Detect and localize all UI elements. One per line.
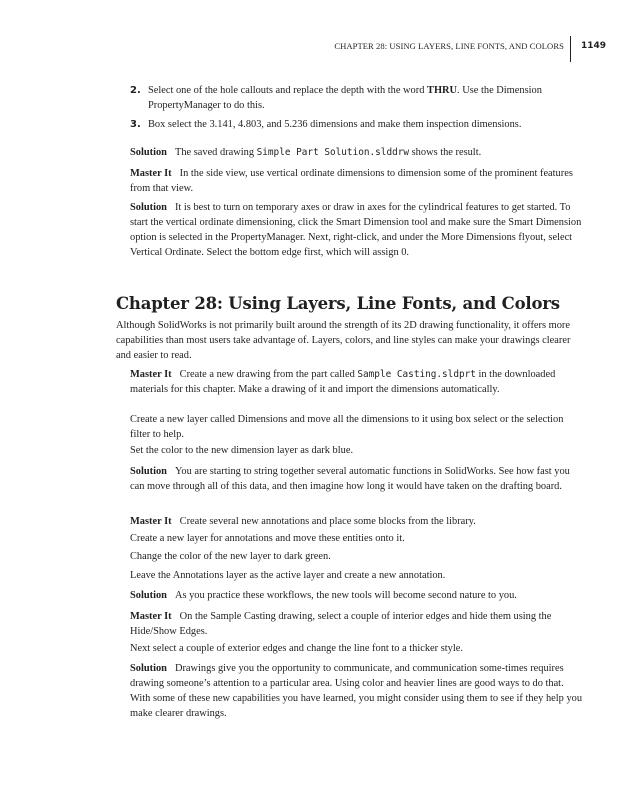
- solution-label: Solution: [130, 590, 167, 601]
- intro-paragraph: Although SolidWorks is not primarily built around the strength of its 2D drawing functionality, it offers more capabilities than most users take advantage of. Layers, colors, and line styles can make your drawings clearer and easier to read.: [116, 320, 571, 361]
- step-text-post: . Use the Dimension PropertyManager to do this.: [148, 85, 542, 111]
- step-number: 2.: [130, 85, 141, 96]
- master-it-label: Master It: [130, 369, 172, 380]
- chapter-heading: Chapter 28: Using Layers, Line Fonts, and Colors: [116, 294, 560, 313]
- body-paragraph: Create a new layer for annotations and move these entities onto it.: [130, 533, 405, 544]
- file-name: Simple Part Solution.slddrw: [256, 147, 410, 158]
- step-3: [130, 117, 586, 132]
- body-paragraph: Next select a couple of exterior edges and change the line font to a thicker style.: [130, 643, 463, 654]
- master-it-paragraph: Master It Create several new annotations and place some blocks from the library.: [130, 516, 476, 527]
- solution-label: Solution: [130, 202, 167, 213]
- master-it-paragraph: Master It On the Sample Casting drawing, select a couple of interior edges and hide them using the Hide/Show Edges.: [130, 611, 552, 637]
- body-paragraph: Change the color of the new layer to dark green.: [130, 551, 331, 562]
- solution-paragraph: Solution You are starting to string together several automatic functions in SolidWorks. See how fast you can move through all of this data, and then imagine how long it would have taken on the drafting board.: [130, 466, 570, 492]
- master-it-label: Master It: [130, 611, 172, 622]
- body-paragraph: Leave the Annotations layer as the active layer and create a new annotation.: [130, 570, 446, 581]
- body-paragraph: Set the color to the new dimension layer as dark blue.: [130, 445, 354, 456]
- solution-paragraph: Solution As you practice these workflows, the new tools will become second nature to you.: [130, 590, 517, 601]
- step-text-bold: THRU: [427, 85, 458, 96]
- solution-paragraph: Solution The saved drawing Simple Part Solution.slddrw shows the result.: [130, 147, 482, 158]
- solution-paragraph: Solution Drawings give you the opportunity to communicate, and communication some-times requires drawing someone’s attention to a particular area. Using color and heavier lines are good ways to do that. With some of these new capabilities you have learned, you might consider using them to see if they help you make clearer drawings.: [130, 663, 583, 719]
- step-text-pre: Select one of the hole callouts and replace the depth with the word: [148, 85, 428, 96]
- file-name: Sample Casting.sldprt: [357, 369, 476, 380]
- solution-label: Solution: [130, 466, 167, 477]
- master-it-label: Master It: [130, 516, 172, 527]
- solution-label: Solution: [130, 147, 167, 158]
- master-it-paragraph: Master It In the side view, use vertical ordinate dimensions to dimension some of the prominent features from that view.: [130, 168, 573, 194]
- master-it-label: Master It: [130, 168, 172, 179]
- page-number: 1149: [580, 41, 606, 51]
- step-number: 3.: [130, 119, 141, 130]
- step-text: Box select the 3.141, 4.803, and 5.236 dimensions and make them inspection dimensions.: [148, 119, 522, 130]
- step-2: [130, 83, 586, 113]
- master-it-paragraph: Master It Create a new drawing from the part called Sample Casting.sldprt in the downloaded materials for this chapter. Make a drawing of it and import the dimensions automatically.: [130, 369, 556, 395]
- body-paragraph: Create a new layer called Dimensions and move all the dimensions to it using box select or the selection filter to help.: [130, 414, 564, 440]
- running-head: CHAPTER 28: USING LAYERS, LINE FONTS, AND COLORS: [334, 41, 564, 51]
- running-header: [334, 36, 606, 62]
- solution-paragraph: Solution It is best to turn on temporary axes or draw in axes for the cylindrical features to get started. To start the vertical ordinate dimensioning, click the Smart Dimension tool and make sure the Smart Dimension option is selected in the PropertyManager. Next, right-click, and under the More Dimensions flyout, select Vertical Ordinate. Select the bottom edge first, which will assign 0.: [130, 202, 582, 258]
- solution-label: Solution: [130, 663, 167, 674]
